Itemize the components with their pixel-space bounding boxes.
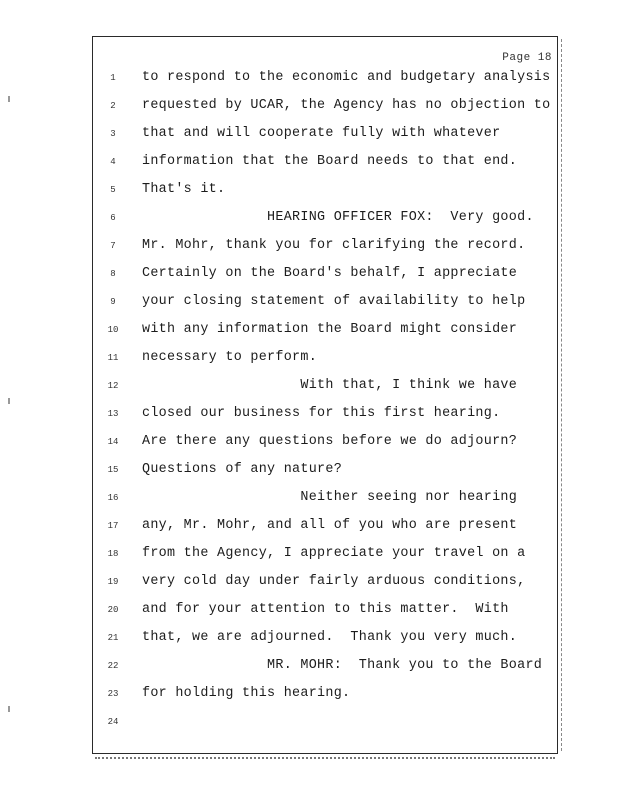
- line-number: 9: [110, 297, 116, 307]
- transcript-line-text: with any information the Board might consider: [142, 322, 518, 337]
- line-number: 19: [107, 577, 119, 587]
- transcript-line-text: your closing statement of availability to help: [142, 294, 526, 309]
- line-number: 23: [107, 689, 119, 699]
- transcript-page-frame: [92, 36, 558, 754]
- line-number: 1: [110, 73, 116, 83]
- transcript-line-text: to respond to the economic and budgetary analysis: [142, 70, 551, 85]
- transcript-line-text: With that, I think we have: [142, 378, 518, 393]
- line-number: 11: [107, 353, 119, 363]
- line-number: 21: [107, 633, 119, 643]
- line-number: 18: [107, 549, 119, 559]
- transcript-line-text: Questions of any nature?: [142, 462, 343, 477]
- scan-bottom-edge: [95, 757, 555, 759]
- transcript-line-text: Certainly on the Board's behalf, I appreciate: [142, 266, 518, 281]
- line-number: 7: [110, 241, 116, 251]
- line-number: 15: [107, 465, 119, 475]
- transcript-line-text: from the Agency, I appreciate your travel on a: [142, 546, 526, 561]
- transcript-line-text: That's it.: [142, 182, 226, 197]
- transcript-line-text: information that the Board needs to that end.: [142, 154, 518, 169]
- line-number: 17: [107, 521, 119, 531]
- transcript-line-text: and for your attention to this matter. With: [142, 602, 509, 617]
- line-number: 13: [107, 409, 119, 419]
- scan-speck: [8, 398, 10, 404]
- line-number: 3: [110, 129, 116, 139]
- transcript-line-text: MR. MOHR: Thank you to the Board: [142, 658, 543, 673]
- transcript-line-text: HEARING OFFICER FOX: Very good.: [142, 210, 534, 225]
- transcript-line-text: that, we are adjourned. Thank you very much.: [142, 630, 518, 645]
- line-number: 16: [107, 493, 119, 503]
- transcript-line-text: necessary to perform.: [142, 350, 318, 365]
- line-number: 22: [107, 661, 119, 671]
- line-number: 24: [107, 717, 119, 727]
- line-number: 10: [107, 325, 119, 335]
- scan-speck: [8, 96, 10, 102]
- line-number: 2: [110, 101, 116, 111]
- page-number-label: Page 18: [502, 52, 552, 64]
- transcript-line-text: for holding this hearing.: [142, 686, 351, 701]
- line-number: 8: [110, 269, 116, 279]
- transcript-line-text: requested by UCAR, the Agency has no objection to: [142, 98, 551, 113]
- line-number: 5: [110, 185, 116, 195]
- transcript-line-text: any, Mr. Mohr, and all of you who are present: [142, 518, 518, 533]
- transcript-line-text: Mr. Mohr, thank you for clarifying the record.: [142, 238, 526, 253]
- transcript-line-text: that and will cooperate fully with whatever: [142, 126, 501, 141]
- transcript-line-text: very cold day under fairly arduous conditions,: [142, 574, 526, 589]
- transcript-line-text: closed our business for this first hearing.: [142, 406, 501, 421]
- line-number: 14: [107, 437, 119, 447]
- transcript-line-text: Are there any questions before we do adjourn?: [142, 434, 518, 449]
- line-number: 20: [107, 605, 119, 615]
- scan-speck: [8, 706, 10, 712]
- line-number: 4: [110, 157, 116, 167]
- line-number: 6: [110, 213, 116, 223]
- transcript-line-text: Neither seeing nor hearing: [142, 490, 518, 505]
- line-number: 12: [107, 381, 119, 391]
